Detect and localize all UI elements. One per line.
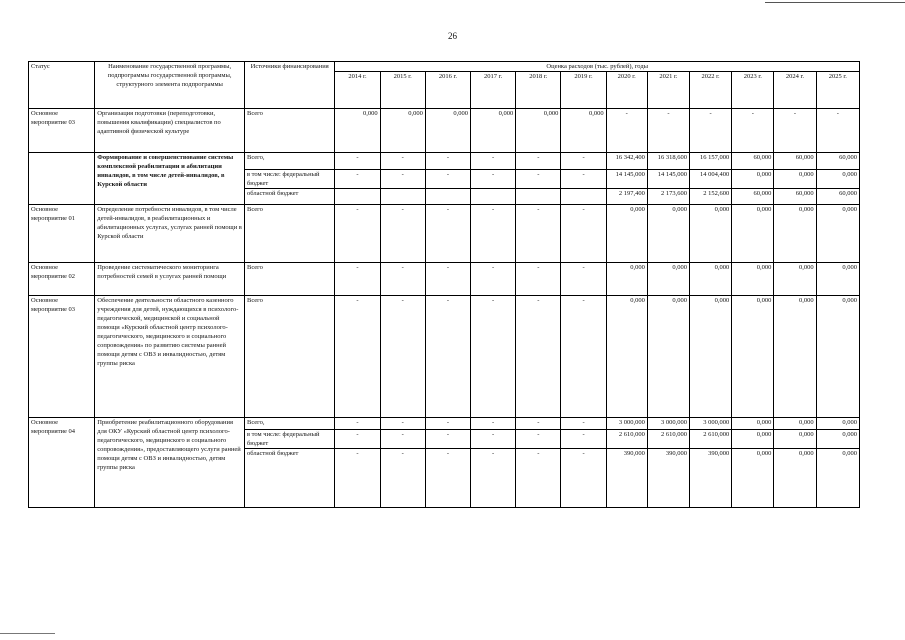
value-cell: 0,000 — [690, 296, 732, 418]
funding-source-cell: областной бюджет — [244, 189, 334, 205]
value-cell: 0,000 — [816, 205, 859, 263]
value-cell: - — [425, 153, 470, 170]
value-cell: 0,000 — [647, 263, 689, 296]
value-cell: - — [335, 430, 380, 449]
value-cell: 0,000 — [732, 449, 774, 508]
value-cell — [425, 189, 470, 205]
value-cell: - — [380, 153, 425, 170]
element-name-cell: Приобретение реабилитационного оборудования для ОКУ «Курский областной центр психолого-педагогического, медицинского и социального сопровождения», предоставляющего услуги ранней помощи детям с ОВЗ и инвалидностью, детям группы риска — [95, 418, 245, 508]
value-cell: - — [561, 153, 606, 170]
header-name: Наименование государственной программы, подпрограммы государственной программы, структурного элемента подпрограммы — [95, 62, 245, 109]
value-cell: 3 000,000 — [690, 418, 732, 430]
value-cell: 0,000 — [647, 205, 689, 263]
value-cell: 0,000 — [732, 430, 774, 449]
value-cell: 2 173,600 — [647, 189, 689, 205]
value-cell: - — [335, 170, 380, 189]
funding-source-cell: в том числе: федеральный бюджет — [244, 170, 334, 189]
value-cell: 0,000 — [816, 430, 859, 449]
value-cell: - — [471, 205, 516, 263]
element-name-cell: Обеспечение деятельности областного казенного учреждения для детей, нуждающихся в психолого-педагогической, медицинской и социальной помощи «Курский областной центр психолого-педагогического, медицинского и социального сопровождения» по развитию системы ранней помощи детям с ОВЗ и инвалидностью, детям группы риска — [95, 296, 245, 418]
value-cell: - — [335, 418, 380, 430]
value-cell: 0,000 — [774, 205, 816, 263]
table-row — [29, 418, 860, 430]
value-cell: - — [335, 449, 380, 508]
funding-source-cell: Всего, — [244, 153, 334, 170]
value-cell: 390,000 — [647, 449, 689, 508]
year-header: 2016 г. — [425, 72, 470, 109]
value-cell: - — [647, 109, 689, 153]
value-cell: - — [561, 205, 606, 263]
value-cell: 14 145,000 — [606, 170, 647, 189]
value-cell: - — [516, 153, 561, 170]
value-cell: - — [425, 170, 470, 189]
value-cell: - — [471, 430, 516, 449]
top-rule — [765, 2, 905, 3]
element-name-cell: Формирование и совершенствование системы комплексной реабилитации и абилитации инвалидов, в том числе детей-инвалидов, в Курской области — [95, 153, 245, 205]
value-cell: - — [380, 263, 425, 296]
table-row — [29, 153, 860, 170]
value-cell: - — [380, 430, 425, 449]
value-cell: - — [335, 205, 380, 263]
value-cell: 2 610,000 — [647, 430, 689, 449]
value-cell: 0,000 — [561, 109, 606, 153]
value-cell: 0,000 — [816, 418, 859, 430]
value-cell: 0,000 — [774, 263, 816, 296]
value-cell: - — [425, 449, 470, 508]
table-row — [29, 109, 860, 153]
value-cell: 0,000 — [606, 205, 647, 263]
value-cell: - — [516, 263, 561, 296]
value-cell: 60,000 — [774, 189, 816, 205]
header-row-top — [29, 62, 860, 72]
status-cell: Основное мероприятие 01 — [29, 205, 95, 263]
value-cell: - — [380, 296, 425, 418]
header-estimate: Оценка расходов (тыс. рублей), годы — [335, 62, 860, 72]
value-cell: 0,000 — [471, 109, 516, 153]
value-cell: - — [516, 205, 561, 263]
value-cell: 0,000 — [732, 263, 774, 296]
value-cell: 16 342,400 — [606, 153, 647, 170]
value-cell — [471, 189, 516, 205]
value-cell: - — [561, 430, 606, 449]
header-sources: Источники финансирования — [244, 62, 334, 109]
year-header: 2020 г. — [606, 72, 647, 109]
value-cell: - — [471, 263, 516, 296]
value-cell: 60,000 — [732, 189, 774, 205]
value-cell: 0,000 — [335, 109, 380, 153]
value-cell: 0,000 — [690, 263, 732, 296]
value-cell: 0,000 — [516, 109, 561, 153]
value-cell: 60,000 — [816, 189, 859, 205]
funding-source-cell: Всего, — [244, 418, 334, 430]
value-cell: - — [471, 170, 516, 189]
funding-source-cell: Всего — [244, 205, 334, 263]
value-cell: - — [471, 418, 516, 430]
value-cell: 0,000 — [816, 263, 859, 296]
value-cell: 16 318,600 — [647, 153, 689, 170]
element-name-cell: Организация подготовки (переподготовки, повышения квалификации) специалистов по адаптивной физической культуре — [95, 109, 245, 153]
value-cell: - — [561, 296, 606, 418]
value-cell: - — [516, 418, 561, 430]
value-cell: 0,000 — [774, 296, 816, 418]
status-cell: Основное мероприятие 03 — [29, 109, 95, 153]
value-cell: - — [774, 109, 816, 153]
status-cell — [29, 153, 95, 205]
value-cell: - — [516, 430, 561, 449]
year-header: 2017 г. — [471, 72, 516, 109]
value-cell: 2 610,000 — [606, 430, 647, 449]
value-cell: - — [690, 109, 732, 153]
year-header: 2025 г. — [816, 72, 859, 109]
status-cell: Основное мероприятие 03 — [29, 296, 95, 418]
status-cell: Основное мероприятие 02 — [29, 263, 95, 296]
value-cell: 3 000,000 — [606, 418, 647, 430]
value-cell: 0,000 — [774, 430, 816, 449]
value-cell: 0,000 — [425, 109, 470, 153]
value-cell: - — [516, 296, 561, 418]
year-header: 2018 г. — [516, 72, 561, 109]
value-cell: 0,000 — [774, 170, 816, 189]
value-cell: - — [561, 263, 606, 296]
value-cell: - — [425, 296, 470, 418]
value-cell: - — [816, 109, 859, 153]
value-cell: - — [471, 296, 516, 418]
funding-source-cell: областной бюджет — [244, 449, 334, 508]
value-cell — [335, 189, 380, 205]
value-cell — [516, 189, 561, 205]
page-number: 26 — [448, 31, 457, 41]
value-cell: 0,000 — [732, 418, 774, 430]
value-cell: - — [471, 153, 516, 170]
year-header: 2023 г. — [732, 72, 774, 109]
value-cell: - — [425, 418, 470, 430]
value-cell: 0,000 — [816, 449, 859, 508]
value-cell: - — [425, 430, 470, 449]
value-cell: 60,000 — [816, 153, 859, 170]
element-name-cell: Проведение систематического мониторинга потребностей семей в услугах ранней помощи — [95, 263, 245, 296]
value-cell: 0,000 — [380, 109, 425, 153]
funding-source-cell: Всего — [244, 263, 334, 296]
value-cell: - — [380, 170, 425, 189]
value-cell: 60,000 — [774, 153, 816, 170]
value-cell: - — [380, 449, 425, 508]
funding-source-cell: Всего — [244, 296, 334, 418]
value-cell: 0,000 — [606, 263, 647, 296]
value-cell: 0,000 — [732, 170, 774, 189]
value-cell: 2 197,400 — [606, 189, 647, 205]
value-cell: 16 157,000 — [690, 153, 732, 170]
value-cell: - — [380, 205, 425, 263]
table-row — [29, 263, 860, 296]
value-cell: 60,000 — [732, 153, 774, 170]
value-cell: - — [425, 263, 470, 296]
year-header: 2021 г. — [647, 72, 689, 109]
value-cell: 3 000,000 — [647, 418, 689, 430]
value-cell — [380, 189, 425, 205]
year-header: 2024 г. — [774, 72, 816, 109]
value-cell: 0,000 — [816, 296, 859, 418]
value-cell: 0,000 — [816, 170, 859, 189]
value-cell: - — [561, 418, 606, 430]
year-header: 2019 г. — [561, 72, 606, 109]
value-cell: - — [335, 296, 380, 418]
value-cell: 0,000 — [732, 296, 774, 418]
year-header: 2022 г. — [690, 72, 732, 109]
bottom-rule — [0, 633, 55, 634]
value-cell: 0,000 — [732, 205, 774, 263]
header-status: Статус — [29, 62, 95, 109]
value-cell: 2 610,000 — [690, 430, 732, 449]
value-cell: - — [516, 170, 561, 189]
value-cell: 0,000 — [606, 296, 647, 418]
value-cell: - — [471, 449, 516, 508]
value-cell: 0,000 — [774, 449, 816, 508]
value-cell: 0,000 — [690, 205, 732, 263]
year-header: 2015 г. — [380, 72, 425, 109]
year-header: 2014 г. — [335, 72, 380, 109]
value-cell: 14 145,000 — [647, 170, 689, 189]
value-cell: - — [732, 109, 774, 153]
value-cell: 0,000 — [647, 296, 689, 418]
value-cell: - — [380, 418, 425, 430]
value-cell: - — [606, 109, 647, 153]
value-cell: 390,000 — [606, 449, 647, 508]
value-cell — [561, 189, 606, 205]
value-cell: - — [425, 205, 470, 263]
value-cell: - — [516, 449, 561, 508]
funding-source-cell: в том числе: федеральный бюджет — [244, 430, 334, 449]
status-cell: Основное мероприятие 04 — [29, 418, 95, 508]
value-cell: 14 004,400 — [690, 170, 732, 189]
value-cell: - — [335, 263, 380, 296]
element-name-cell: Определение потребности инвалидов, в том числе детей-инвалидов, в реабилитационных и абилитационных услугах, услугах ранней помощи в Курской области — [95, 205, 245, 263]
value-cell: 0,000 — [774, 418, 816, 430]
table-row — [29, 205, 860, 263]
table-row — [29, 296, 860, 418]
value-cell: 390,000 — [690, 449, 732, 508]
expenses-table — [28, 61, 860, 508]
value-cell: - — [561, 449, 606, 508]
value-cell: 2 152,600 — [690, 189, 732, 205]
value-cell: - — [335, 153, 380, 170]
funding-source-cell: Всего — [244, 109, 334, 153]
value-cell: - — [561, 170, 606, 189]
